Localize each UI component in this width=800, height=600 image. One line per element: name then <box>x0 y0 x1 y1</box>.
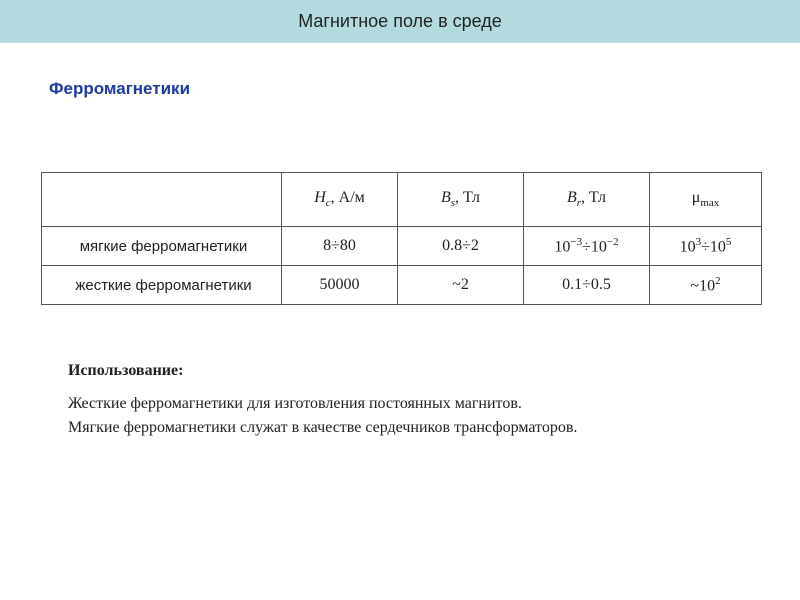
table-row <box>42 227 762 266</box>
header-mu-max: $\mu_{max}$ <box>650 173 762 227</box>
cell-hc: 8÷80 <box>282 227 398 266</box>
usage-line: Мягкие ферромагнетики служат в качестве сердечников трансформаторов. <box>68 419 578 436</box>
cell-mu: $\sim 10^2$ <box>650 266 762 305</box>
table-header-row <box>42 173 762 227</box>
row-label: мягкие ферромагнетики <box>42 227 282 266</box>
header-hc: $H_c$, А/м <box>282 173 398 227</box>
usage-line: Жесткие ферромагнетики для изготовления постоянных магнитов. <box>68 395 522 412</box>
table-row <box>42 266 762 305</box>
section-title: Ферромагнетики <box>49 79 191 98</box>
header-br: $B_r$, Тл <box>524 173 650 227</box>
cell-mu: $10^3\div 10^5$ <box>650 227 762 266</box>
cell-br: 0.1÷0.5 <box>524 266 650 305</box>
header-bs: $B_s$, Тл <box>398 173 524 227</box>
cell-hc: 50000 <box>282 266 398 305</box>
ferromagnet-properties-table <box>41 172 762 305</box>
slide-header <box>0 0 800 43</box>
cell-bs: 0.8÷2 <box>398 227 524 266</box>
cell-br: $10^{-3}\div 10^{-2}$ <box>524 227 650 266</box>
header-empty-cell <box>42 173 282 227</box>
usage-title: Использование: <box>68 362 184 379</box>
row-label: жесткие ферромагнетики <box>42 266 282 305</box>
cell-bs: ~2 <box>398 266 524 305</box>
slide-title: Магнитное поле в среде <box>298 11 502 31</box>
